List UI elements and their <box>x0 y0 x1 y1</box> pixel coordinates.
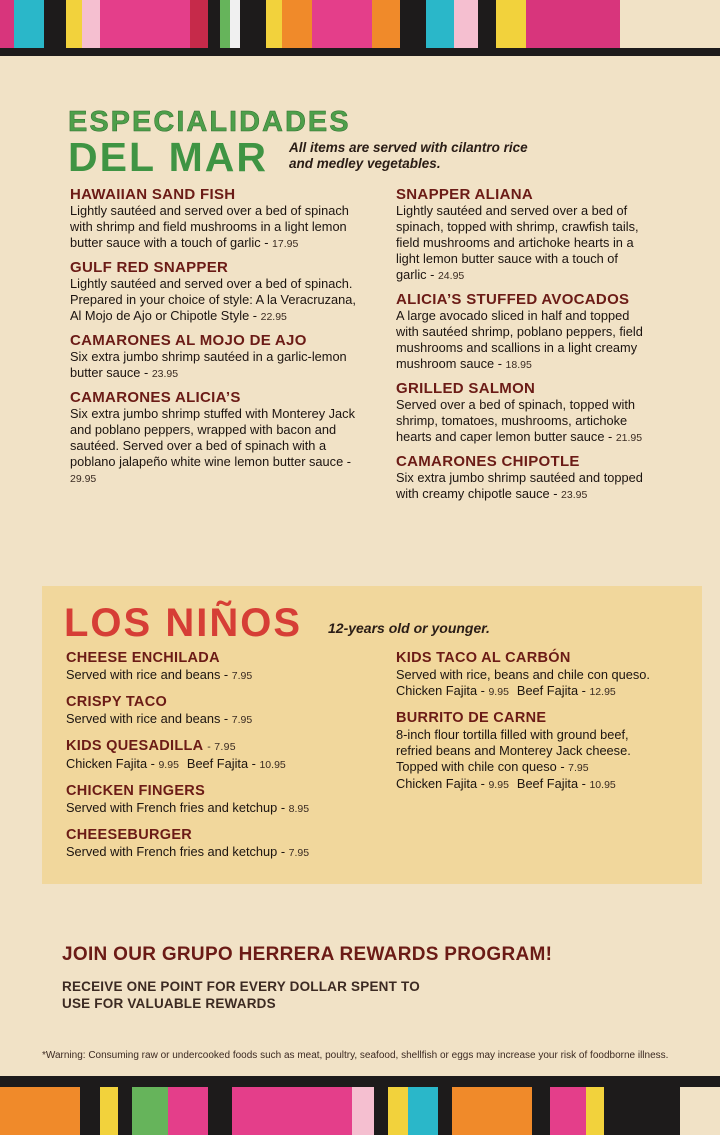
stripe-segment <box>132 1087 168 1135</box>
item-name: HAWAIIAN SAND FISH <box>70 186 236 203</box>
item-desc: Lightly sautéed and served over a bed of spinach, topped with shrimp, crawfish tails, field mushrooms and artichoke hearts in a light lemon butter sauce with a touch of garlic - 24.95 <box>396 203 639 282</box>
item-name: CHEESE ENCHILADA <box>66 650 220 666</box>
item-name: GRILLED SALMON <box>396 380 536 397</box>
stripe-segment <box>208 0 220 48</box>
item-price: 29.95 <box>70 473 97 485</box>
item-name: CHEESEBURGER <box>66 827 193 843</box>
stripe-segment <box>0 0 14 48</box>
menu-item <box>66 694 376 728</box>
item-price: 23.95 <box>561 489 588 501</box>
stripe-segment <box>388 1087 408 1135</box>
menu-item <box>396 380 651 446</box>
stripe-segment <box>220 0 230 48</box>
mar-title-line2: DEL MAR <box>68 134 269 180</box>
item-desc: Served with French fries and ketchup - 7.95 <box>66 844 310 859</box>
stripe-segment <box>160 0 190 48</box>
food-warning: *Warning: Consuming raw or undercooked foods such as meat, poultry, seafood, shellfish or eggs may increase your risk of foodborne illness. <box>42 1050 669 1061</box>
stripe-segment <box>208 1087 232 1135</box>
stripe-segment <box>44 0 66 48</box>
stripe-segment <box>82 0 100 48</box>
stripe-segment <box>478 0 496 48</box>
item-desc: 8-inch flour tortilla filled with ground beef, refried beans and Monterey Jack cheese. Topped with chile con queso - 7.95 <box>396 727 631 774</box>
item-name: CAMARONES ALICIA’S <box>70 389 241 406</box>
item-name: KIDS TACO AL CARBÓN <box>396 650 571 666</box>
stripe-segment <box>454 0 478 48</box>
stripe-segment <box>118 1087 132 1135</box>
item-desc: Served with rice and beans - 7.95 <box>66 667 253 682</box>
item-price: 22.95 <box>260 311 287 323</box>
stripe-segment <box>452 1087 492 1135</box>
item-name: GULF RED SNAPPER <box>70 259 229 276</box>
item-name: CAMARONES CHIPOTLE <box>396 453 580 470</box>
stripe-segment <box>532 1087 550 1135</box>
stripe-segment <box>492 1087 532 1135</box>
stripe-segment <box>604 1087 680 1135</box>
item-desc: Lightly sautéed and served over a bed of spinach. Prepared in your choice of style: A la Veracruzana, Al Mojo de Ajo or Chipotle Style - 22.95 <box>70 276 356 323</box>
item-desc: Served over a bed of spinach, topped with shrimp, tomatoes, mushrooms, artichoke hearts and caper lemon butter sauce - 21.95 <box>396 397 643 444</box>
stripe-segment <box>80 1087 100 1135</box>
stripe-segment <box>426 0 454 48</box>
item-price: 17.95 <box>272 238 299 250</box>
menu-item <box>396 186 651 284</box>
menu-item <box>66 650 376 684</box>
item-desc: Served with rice, beans and chile con queso. <box>396 667 650 682</box>
bottom-stripe-border <box>0 1076 720 1087</box>
top-stripe-border <box>0 48 720 56</box>
mar-right-column <box>396 186 651 510</box>
stripe-segment <box>100 0 130 48</box>
stripe-segment <box>40 1087 80 1135</box>
stripe-segment <box>400 0 426 48</box>
item-desc: Six extra jumbo shrimp sautéed in a garlic-lemon butter sauce - 23.95 <box>70 349 347 380</box>
stripe-segment <box>586 1087 604 1135</box>
item-desc: Lightly sautéed and served over a bed of spinach with shrimp and field mushrooms in a light lemon butter sauce with a touch of garlic - 17.95 <box>70 203 349 250</box>
item-options: Chicken Fajita - 9.95 Beef Fajita - 10.95 <box>66 756 286 771</box>
menu-item <box>70 186 370 252</box>
menu-item <box>66 783 376 817</box>
menu-item <box>70 389 370 487</box>
item-options: Chicken Fajita - 9.95 Beef Fajita - 10.95 <box>396 776 616 791</box>
ninos-note: 12-years old or younger. <box>328 620 490 636</box>
menu-item <box>66 738 376 773</box>
item-options: Chicken Fajita - 9.95 Beef Fajita - 12.95 <box>396 683 616 698</box>
item-desc: Served with French fries and ketchup - 8.95 <box>66 800 310 815</box>
stripe-segment <box>550 1087 586 1135</box>
menu-item <box>396 453 651 503</box>
item-price: 21.95 <box>615 432 643 444</box>
stripe-segment <box>526 0 620 48</box>
item-price: 23.95 <box>151 368 179 380</box>
stripe-segment <box>230 0 240 48</box>
stripe-segment <box>190 0 208 48</box>
stripe-segment <box>496 0 526 48</box>
stripe-segment <box>240 0 266 48</box>
stripe-segment <box>372 0 400 48</box>
mar-left-column <box>70 186 370 494</box>
item-name: ALICIA’S STUFFED AVOCADOS <box>396 291 630 308</box>
stripe-segment <box>266 0 282 48</box>
menu-item <box>66 827 376 861</box>
mar-note: All items are served with cilantro rice and medley vegetables. <box>289 140 528 171</box>
menu-item <box>396 710 666 793</box>
item-price: 7.95 <box>568 762 589 774</box>
stripe-segment <box>352 1087 374 1135</box>
menu-item <box>396 650 666 700</box>
stripe-segment <box>342 0 372 48</box>
item-desc: Served with rice and beans - 7.95 <box>66 711 253 726</box>
stripe-segment <box>312 1087 352 1135</box>
item-name: SNAPPER ALIANA <box>396 186 533 203</box>
item-name: BURRITO DE CARNE <box>396 710 547 726</box>
rewards-heading: JOIN OUR GRUPO HERRERA REWARDS PROGRAM! <box>62 944 553 965</box>
item-price: 7.95 <box>214 741 236 753</box>
item-price: 18.95 <box>505 359 532 371</box>
stripe-segment <box>374 1087 388 1135</box>
item-price: 8.95 <box>288 803 310 815</box>
top-color-stripe <box>0 0 720 48</box>
stripe-segment <box>168 1087 208 1135</box>
stripe-segment <box>232 1087 272 1135</box>
stripe-segment <box>0 1087 40 1135</box>
item-name: CAMARONES AL MOJO DE AJO <box>70 332 307 349</box>
item-price: 7.95 <box>231 670 253 682</box>
item-price: 7.95 <box>231 714 253 726</box>
item-price: 24.95 <box>437 270 465 282</box>
stripe-segment <box>66 0 82 48</box>
menu-item <box>396 291 651 373</box>
stripe-segment <box>130 0 160 48</box>
item-price: 7.95 <box>288 847 310 859</box>
item-desc: A large avocado sliced in half and topped with sautéed shrimp, poblano peppers, field mushrooms and scallions in a light creamy mushroom sauce - 18.95 <box>396 308 643 371</box>
menu-item <box>70 259 370 325</box>
stripe-segment <box>14 0 44 48</box>
item-name: CHICKEN FINGERS <box>66 783 206 799</box>
stripe-segment <box>438 1087 452 1135</box>
item-name: CRISPY TACO <box>66 694 168 710</box>
bottom-color-stripe <box>0 1087 720 1135</box>
mar-title-line1: ESPECIALIDADES <box>68 106 351 138</box>
stripe-segment <box>312 0 342 48</box>
menu-item <box>70 332 370 382</box>
ninos-title: LOS NIÑOS <box>64 601 303 645</box>
ninos-right-column <box>396 650 666 803</box>
stripe-segment <box>282 0 312 48</box>
stripe-segment <box>272 1087 312 1135</box>
stripe-segment <box>408 1087 438 1135</box>
item-desc: Six extra jumbo shrimp stuffed with Monterey Jack and poblano peppers, wrapped with bacon and sautéed. Served over a bed of spinach with a poblano jalapeño white wine lemon butter sauce - 29.95 <box>70 406 355 485</box>
stripe-segment <box>100 1087 118 1135</box>
item-desc: Six extra jumbo shrimp sautéed and topped with creamy chipotle sauce - 23.95 <box>396 470 643 501</box>
item-name: KIDS QUESADILLA - 7.95 <box>66 738 236 754</box>
ninos-left-column <box>66 650 376 871</box>
rewards-subtext: RECEIVE ONE POINT FOR EVERY DOLLAR SPENT TO USE FOR VALUABLE REWARDS <box>62 979 420 1011</box>
